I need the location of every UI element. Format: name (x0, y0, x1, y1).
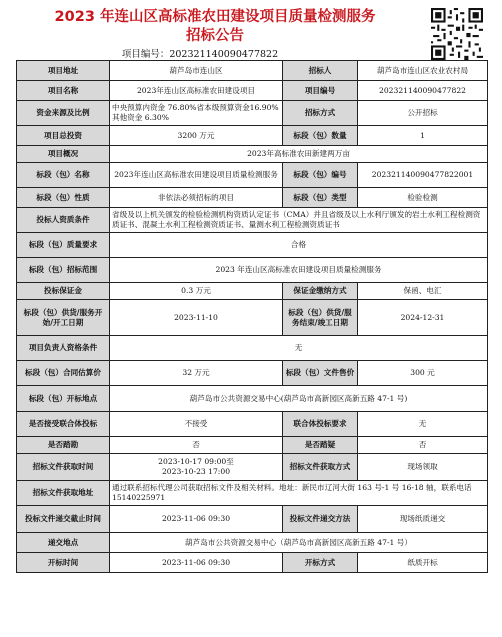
table-row (17, 506, 488, 533)
value-start-date: 2023-11-10 (110, 300, 283, 336)
label-bidder-qualification: 投标人资质条件 (17, 208, 110, 233)
table-row (17, 233, 488, 258)
value-submission-location: 葫芦岛市公共资源交易中心（葫芦岛市高新园区高新五路 47-1 号） (110, 533, 488, 553)
value-document-price: 300 元 (358, 361, 488, 386)
label-document-period: 招标文件获取时间 (17, 454, 110, 481)
label-opening-method: 开标方式 (283, 553, 358, 573)
value-lot-nature: 非依法必须招标的项目 (110, 188, 283, 208)
label-tenderer: 招标人 (283, 61, 358, 81)
value-opening-method: 纸质开标 (358, 553, 488, 573)
table-row (17, 188, 488, 208)
value-document-method: 现场领取 (358, 454, 488, 481)
table-row (17, 81, 488, 101)
value-clarification: 否 (358, 437, 488, 454)
label-opening-location: 标段（包）开标地点 (17, 386, 110, 412)
value-quality-requirement: 合格 (110, 233, 488, 258)
value-contract-estimate: 32 万元 (110, 361, 283, 386)
document-period-start: 2023-10-17 09:00至 (158, 457, 234, 466)
notice-subtitle: 招标公告 (186, 28, 244, 44)
table-row (17, 481, 488, 506)
label-document-price: 标段（包）文件售价 (283, 361, 358, 386)
label-site-visit: 是否踏勘 (17, 437, 110, 454)
label-clarification: 是否踏疑 (283, 437, 358, 454)
value-manager-qualification: 无 (110, 336, 488, 361)
table-row (17, 208, 488, 233)
table-row (17, 300, 488, 336)
table-row (17, 386, 488, 412)
label-submission-deadline: 投标文件递交截止时间 (17, 506, 110, 533)
label-consortium-requirement: 联合体投标要求 (283, 412, 358, 437)
value-submission-deadline: 2023-11-06 09:30 (110, 506, 283, 533)
value-bidder-qualification: 省级及以上机关颁发的检验检测机构资质认定证书（CMA）并且省级及以上水利厅颁发的岩土水利工程检测资质证书、混凝土水利工程检测资质证书、量测水利工程检测资质证书 (110, 208, 488, 233)
notice-title: 2023 年连山区高标准农田建设项目质量检测服务 (54, 9, 376, 25)
value-bond-payment-method: 保函、电汇 (358, 283, 488, 300)
table-row (17, 361, 488, 386)
label-submission-method: 投标文件递交方法 (283, 506, 358, 533)
table-row (17, 454, 488, 481)
label-quality-requirement: 标段（包）质量要求 (17, 233, 110, 258)
value-document-address: 通过联系招标代理公司获取招标文件及相关材料。地址：新民市辽河大街 163 号-1 号 16-18 轴，联系电话 15140225971 (110, 481, 488, 506)
value-lot-name: 2023年连山区高标准农田建设项目质量检测服务 (110, 163, 283, 188)
value-document-period (110, 454, 283, 481)
value-end-date: 2024-12-31 (358, 300, 488, 336)
tender-info-table (16, 60, 488, 573)
table-row (17, 553, 488, 573)
value-project-overview: 2023年高标准农田新建两万亩 (110, 146, 488, 163)
table-row (17, 101, 488, 126)
value-total-investment: 3200 万元 (110, 126, 283, 146)
table-row (17, 126, 488, 146)
table-row (17, 336, 488, 361)
label-consortium-accepted: 是否接受联合体投标 (17, 412, 110, 437)
label-submission-location: 递交地点 (17, 533, 110, 553)
table-row (17, 412, 488, 437)
value-site-visit: 否 (110, 437, 283, 454)
label-lot-count: 标段（包）数量 (283, 126, 358, 146)
label-contract-estimate: 标段（包）合同估算价 (17, 361, 110, 386)
label-tender-method: 招标方式 (283, 101, 358, 126)
label-total-investment: 项目总投资 (17, 126, 110, 146)
label-lot-nature: 标段（包）性质 (17, 188, 110, 208)
label-project-number: 项目编号 (283, 81, 358, 101)
project-number: 项目编号：20232114009047782​2 (121, 49, 279, 60)
label-end-date: 标段（包）供货/服务结束/竣工日期 (283, 300, 358, 336)
value-project-address: 葫芦岛市连山区 (110, 61, 283, 81)
value-lot-number: 20232114009047782​2001 (358, 163, 488, 188)
label-project-name: 项目名称 (17, 81, 110, 101)
value-consortium-accepted: 不接受 (110, 412, 283, 437)
value-opening-time: 2023-11-06 09:30 (110, 553, 283, 573)
table-row (17, 163, 488, 188)
label-tender-scope: 标段（包）招标范围 (17, 258, 110, 283)
label-funding-source: 资金来源及比例 (17, 101, 110, 126)
value-submission-method: 现场纸质递交 (358, 506, 488, 533)
label-bond-payment-method: 保证金缴纳方式 (283, 283, 358, 300)
label-document-address: 招标文件获取地址 (17, 481, 110, 506)
label-start-date: 标段（包）供货/服务开始/开工日期 (17, 300, 110, 336)
value-lot-type: 检验检测 (358, 188, 488, 208)
label-lot-name: 标段（包）名称 (17, 163, 110, 188)
value-tender-method: 公开招标 (358, 101, 488, 126)
label-bid-bond: 投标保证金 (17, 283, 110, 300)
document-period-end: 2023-10-23 17:00 (161, 467, 231, 476)
label-document-method: 招标文件获取方式 (283, 454, 358, 481)
value-opening-location: 葫芦岛市公共资源交易中心(葫芦岛市高新园区高新五路 47-1 号) (110, 386, 488, 412)
value-project-number: 20232114009047782​2 (358, 81, 488, 101)
label-project-address: 项目地址 (17, 61, 110, 81)
value-bid-bond: 0.3 万元 (110, 283, 283, 300)
value-project-name: 2023年连山区高标准农田建设项目 (110, 81, 283, 101)
table-row (17, 533, 488, 553)
value-consortium-requirement: 无 (358, 412, 488, 437)
value-tender-scope: 2023 年连山区高标准农田建设项目质量检测服务 (110, 258, 488, 283)
table-row (17, 283, 488, 300)
table-row (17, 258, 488, 283)
value-lot-count: 1 (358, 126, 488, 146)
value-funding-source: 中央预算内资金 76.80%省本级预算资金16.90%其他资金 6.30% (110, 101, 283, 126)
table-row (17, 146, 488, 163)
label-lot-type: 标段（包）类型 (283, 188, 358, 208)
value-tenderer: 葫芦岛市连山区农业农村局 (358, 61, 488, 81)
qr-code-icon (431, 8, 483, 60)
table-row (17, 437, 488, 454)
label-project-overview: 项目概况 (17, 146, 110, 163)
label-manager-qualification: 项目负责人资格条件 (17, 336, 110, 361)
label-lot-number: 标段（包）编号 (283, 163, 358, 188)
label-opening-time: 开标时间 (17, 553, 110, 573)
table-row (17, 61, 488, 81)
